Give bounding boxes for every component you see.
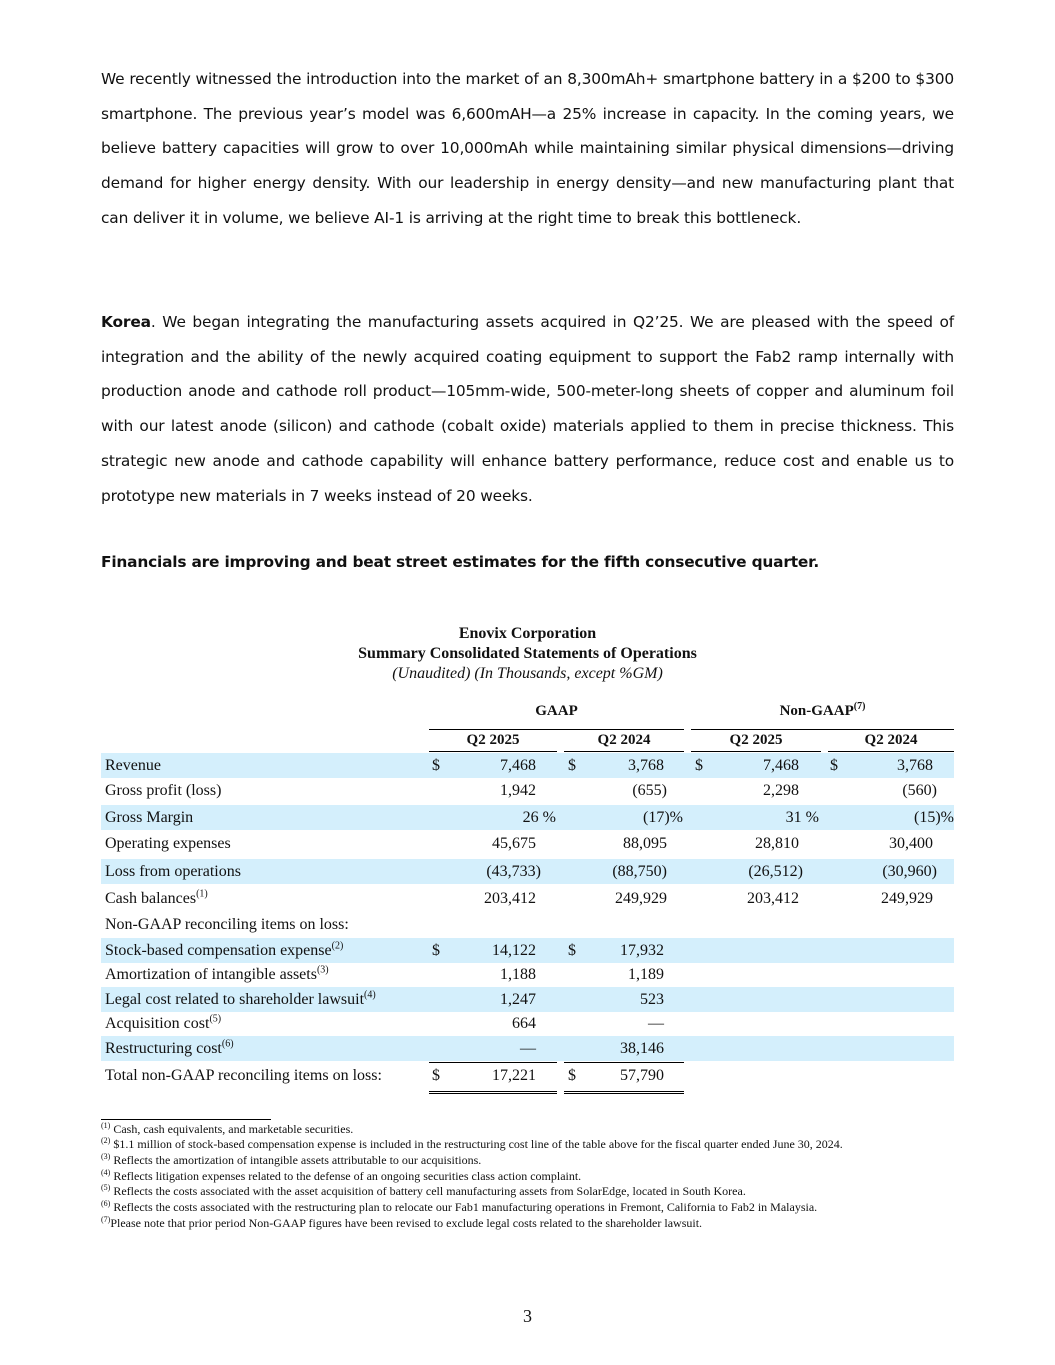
dollar-sign: $ <box>432 756 440 774</box>
cell-nongaap-q2-2024: 249,929 <box>881 889 933 907</box>
cell-gaap-q2-2024: 249,929 <box>615 889 667 907</box>
row-label-text: Stock-based compensation expense <box>105 941 332 959</box>
table-row-operating-expenses <box>101 831 954 856</box>
cell-gaap-q2-2025: 45,675 <box>492 834 536 852</box>
footnote-number: (3) <box>101 1152 111 1161</box>
table-note: (Unaudited) (In Thousands, except %GM) <box>392 665 663 682</box>
cell-nongaap-q2-2024: (30,960) <box>882 862 937 880</box>
row-label: Total non-GAAP reconciling items on loss: <box>105 1066 382 1084</box>
row-label <box>105 966 329 984</box>
row-label: Operating expenses <box>105 834 231 852</box>
cell-gaap-q2-2025: — <box>520 1039 536 1057</box>
row-label <box>105 1040 234 1058</box>
row-label-text: Acquisition cost <box>105 1014 210 1032</box>
dollar-sign: $ <box>568 941 576 959</box>
cell-nongaap-q2-2024: 3,768 <box>897 756 933 774</box>
cell-nongaap-q2-2025: 31 % <box>785 808 819 826</box>
footnote-3 <box>101 1153 961 1169</box>
cell-gaap-q2-2025: 7,468 <box>500 756 536 774</box>
gaap-header: GAAP <box>535 703 578 719</box>
cell-gaap-q2-2025: (43,733) <box>486 862 541 880</box>
footnote-4 <box>101 1169 961 1185</box>
col-underline <box>828 751 954 752</box>
footnote-separator <box>101 1119 271 1120</box>
nongaap-underline <box>691 729 954 730</box>
row-label <box>105 991 376 1009</box>
footnote-ref: (1) <box>196 888 208 900</box>
col-header-nongaap-q2-2025: Q2 2025 <box>729 732 783 748</box>
footnote-text: Please note that prior period Non-GAAP figures have been revised to exclude legal costs related to the shareholder lawsuit. <box>110 1216 703 1230</box>
table-row-loss-from-operations <box>101 859 954 884</box>
footnote-ref: (2) <box>331 940 344 952</box>
dollar-sign: $ <box>568 756 576 774</box>
gaap-underline <box>429 729 684 730</box>
footnote-7 <box>101 1216 961 1232</box>
footnote-number: (1) <box>101 1121 111 1130</box>
row-label <box>105 942 343 960</box>
table-row-stock-comp <box>101 938 954 963</box>
korea-text: . We began integrating the manufacturing assets acquired in Q2’25. We are pleased with the speed of integration and the ability of the newly acquired coating equipment to support the Fab2 ramp internally with production anode and cathode roll product—105mm-wide, 500-meter-long sheets of copper and aluminum foil with our latest anode (silicon) and cathode (cobalt oxide) materials applied to them in precise thickness. This strategic new anode and cathode capability will enhance battery performance, reduce cost and enable us to prototype new materials in 7 weeks instead of 20 weeks. <box>101 313 954 505</box>
cell-gaap-q2-2025: 664 <box>512 1014 536 1032</box>
nongaap-header-sup: (7) <box>853 701 866 712</box>
table-row-gross-margin <box>101 805 954 830</box>
table-row-revenue <box>101 753 954 778</box>
row-label-text: Restructuring cost <box>105 1039 222 1057</box>
cell-nongaap-q2-2025: 2,298 <box>763 781 799 799</box>
cell-gaap-q2-2024: (88,750) <box>612 862 667 880</box>
cell-gaap-q2-2025: 203,412 <box>484 889 536 907</box>
cell-gaap-q2-2024: 1,189 <box>628 965 664 983</box>
col-underline <box>691 751 821 752</box>
row-label <box>105 890 208 908</box>
footnote-ref: (6) <box>221 1038 234 1050</box>
footnote-number: (4) <box>101 1168 111 1177</box>
table-row-cash-balances <box>101 886 954 911</box>
row-label-text: Legal cost related to shareholder lawsuit <box>105 990 365 1008</box>
col-header-gaap-q2-2024: Q2 2024 <box>597 732 651 748</box>
row-label: Revenue <box>105 756 161 774</box>
table-row-restructuring-cost <box>101 1036 954 1061</box>
dollar-sign: $ <box>695 756 703 774</box>
korea-paragraph <box>101 305 954 513</box>
cell-nongaap-q2-2025: 7,468 <box>763 756 799 774</box>
table-row-legal-cost <box>101 987 954 1012</box>
col-header-gaap-q2-2025: Q2 2025 <box>466 732 520 748</box>
total-double-rule <box>564 1091 684 1094</box>
footnote-ref: (3) <box>316 964 329 976</box>
cell-gaap-q2-2025: 1,188 <box>500 965 536 983</box>
table-row-amortization <box>101 962 954 987</box>
table-row-reconciling-header <box>101 912 954 937</box>
table-row-total <box>101 1063 954 1088</box>
row-label <box>105 1015 221 1033</box>
footnote-number: (5) <box>101 1183 111 1192</box>
table-subtitle: Summary Consolidated Statements of Operations <box>358 645 697 662</box>
footnote-number: (7) <box>101 1215 111 1224</box>
dollar-sign: $ <box>568 1066 576 1084</box>
col-underline <box>429 751 557 752</box>
table-row-gross-profit <box>101 778 954 803</box>
cell-nongaap-q2-2025: 203,412 <box>747 889 799 907</box>
footnote-2 <box>101 1137 961 1153</box>
cell-gaap-q2-2024: (655) <box>632 781 667 799</box>
footnote-1 <box>101 1122 961 1138</box>
cell-gaap-q2-2025: 26 % <box>522 808 556 826</box>
cell-gaap-q2-2024: 17,932 <box>620 941 664 959</box>
table-title: Enovix Corporation <box>458 625 597 642</box>
total-double-rule <box>429 1091 557 1094</box>
cell-gaap-q2-2025: 1,942 <box>500 781 536 799</box>
footnote-ref: (4) <box>364 989 376 1001</box>
dollar-sign: $ <box>830 756 838 774</box>
footnote-number: (2) <box>101 1136 111 1145</box>
intro-paragraph: We recently witnessed the introduction into the market of an 8,300mAh+ smartphone battery in a $200 to $300 smartphone. The previous year’s model was 6,600mAH—a 25% increase in capacity. In the coming years, we believe battery capacities will grow to over 10,000mAh while maintaining similar physical dimensions—driving demand for higher energy density. With our leadership in energy density—and new manufacturing plant that can deliver it in volume, we believe AI-1 is arriving at the right time to break this bottleneck. <box>101 70 954 227</box>
cell-gaap-q2-2024: (17)% <box>643 808 683 826</box>
footnote-text: Reflects the costs associated with the restructuring plan to relocate our Fab1 manufacturing operations in Fremont, California to Fab2 in Malaysia. <box>110 1200 818 1214</box>
cell-nongaap-q2-2025: (26,512) <box>748 862 803 880</box>
korea-label: Korea <box>101 313 151 331</box>
footnote-6 <box>101 1200 961 1216</box>
footnote-text: Cash, cash equivalents, and marketable securities. <box>110 1122 354 1136</box>
nongaap-header-label: Non-GAAP <box>779 703 854 719</box>
col-underline <box>564 751 684 752</box>
cell-gaap-q2-2024: 57,790 <box>620 1066 664 1084</box>
footnote-text: Reflects litigation expenses related to the defense of an ongoing securities class action complaint. <box>110 1169 582 1183</box>
footnote-5 <box>101 1184 961 1200</box>
footnote-number: (6) <box>101 1199 111 1208</box>
cell-gaap-q2-2024: 38,146 <box>620 1039 664 1057</box>
footnote-ref: (5) <box>209 1013 222 1025</box>
table-row-acquisition-cost <box>101 1011 954 1036</box>
cell-nongaap-q2-2024: 30,400 <box>889 834 933 852</box>
cell-gaap-q2-2024: 3,768 <box>628 756 664 774</box>
cell-nongaap-q2-2024: (15)% <box>914 808 954 826</box>
cell-nongaap-q2-2024: (560) <box>902 781 937 799</box>
cell-gaap-q2-2024: — <box>648 1014 664 1032</box>
row-label: Gross Margin <box>105 808 194 826</box>
nongaap-header <box>691 703 954 723</box>
row-label: Gross profit (loss) <box>105 781 222 799</box>
row-label-text: Amortization of intangible assets <box>105 965 317 983</box>
col-header-nongaap-q2-2024: Q2 2024 <box>864 732 918 748</box>
dollar-sign: $ <box>432 941 440 959</box>
footnote-text: Reflects the costs associated with the asset acquisition of battery cell manufacturing assets from SolarEdge, located in South Korea. <box>110 1184 746 1198</box>
footnote-text: Reflects the amortization of intangible assets attributable to our acquisitions. <box>110 1153 482 1167</box>
dollar-sign: $ <box>432 1066 440 1084</box>
row-label: Non-GAAP reconciling items on loss: <box>105 915 349 933</box>
row-label-text: Cash balances <box>105 889 197 907</box>
cell-gaap-q2-2025: 17,221 <box>492 1066 536 1084</box>
financials-heading: Financials are improving and beat street estimates for the fifth consecutive quarter. <box>101 553 819 571</box>
cell-gaap-q2-2024: 523 <box>640 990 664 1008</box>
cell-nongaap-q2-2025: 28,810 <box>755 834 799 852</box>
cell-gaap-q2-2025: 14,122 <box>492 941 536 959</box>
cell-gaap-q2-2025: 1,247 <box>500 990 536 1008</box>
row-label: Loss from operations <box>105 862 241 880</box>
page-number: 3 <box>523 1306 532 1326</box>
cell-gaap-q2-2024: 88,095 <box>623 834 667 852</box>
footnote-text: $1.1 million of stock-based compensation expense is included in the restructuring cost line of the table above for the fiscal quarter ended June 30, 2024. <box>110 1137 843 1151</box>
